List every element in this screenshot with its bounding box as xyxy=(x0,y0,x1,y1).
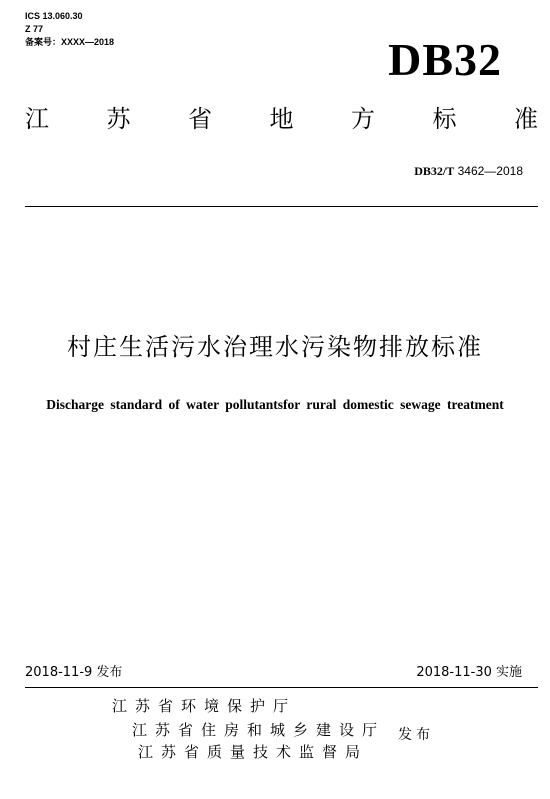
issue-date: 2018-11-9 发布 xyxy=(25,665,123,680)
title-english: Discharge standard of water pollutantsfor rural domestic sewage treatment xyxy=(46,397,504,412)
bottom-divider xyxy=(25,687,538,688)
top-divider xyxy=(25,206,538,207)
publisher-quality: 江苏省质量技术监督局 xyxy=(138,743,369,761)
standard-category xyxy=(25,104,538,134)
ics-code: ICS 13.060.30 xyxy=(25,11,83,21)
category-char: 苏 xyxy=(106,105,131,133)
category-char: 标 xyxy=(432,105,457,133)
publisher-housing: 江苏省住房和城乡建设厅 xyxy=(132,721,386,739)
db-logo: DB32 xyxy=(388,34,502,85)
standard-number-prefix: DB32/T xyxy=(414,164,455,178)
filing-number: 备案号：XXXX—2018 xyxy=(25,37,115,47)
category-char: 方 xyxy=(351,105,375,133)
ccs-code: Z 77 xyxy=(25,24,44,34)
publish-label: 发布 xyxy=(398,727,434,743)
standard-number-suffix: 3462—2018 xyxy=(454,164,523,178)
implementation-date: 2018-11-30 实施 xyxy=(416,665,522,680)
category-char: 省 xyxy=(188,105,212,133)
category-char: 江 xyxy=(25,105,49,133)
standard-number xyxy=(414,164,523,178)
category-char: 地 xyxy=(269,105,294,133)
publisher-environment: 江苏省环境保护厅 xyxy=(112,697,297,715)
category-char: 准 xyxy=(514,105,538,133)
title-chinese: 村庄生活污水治理水污染物排放标准 xyxy=(67,333,483,361)
